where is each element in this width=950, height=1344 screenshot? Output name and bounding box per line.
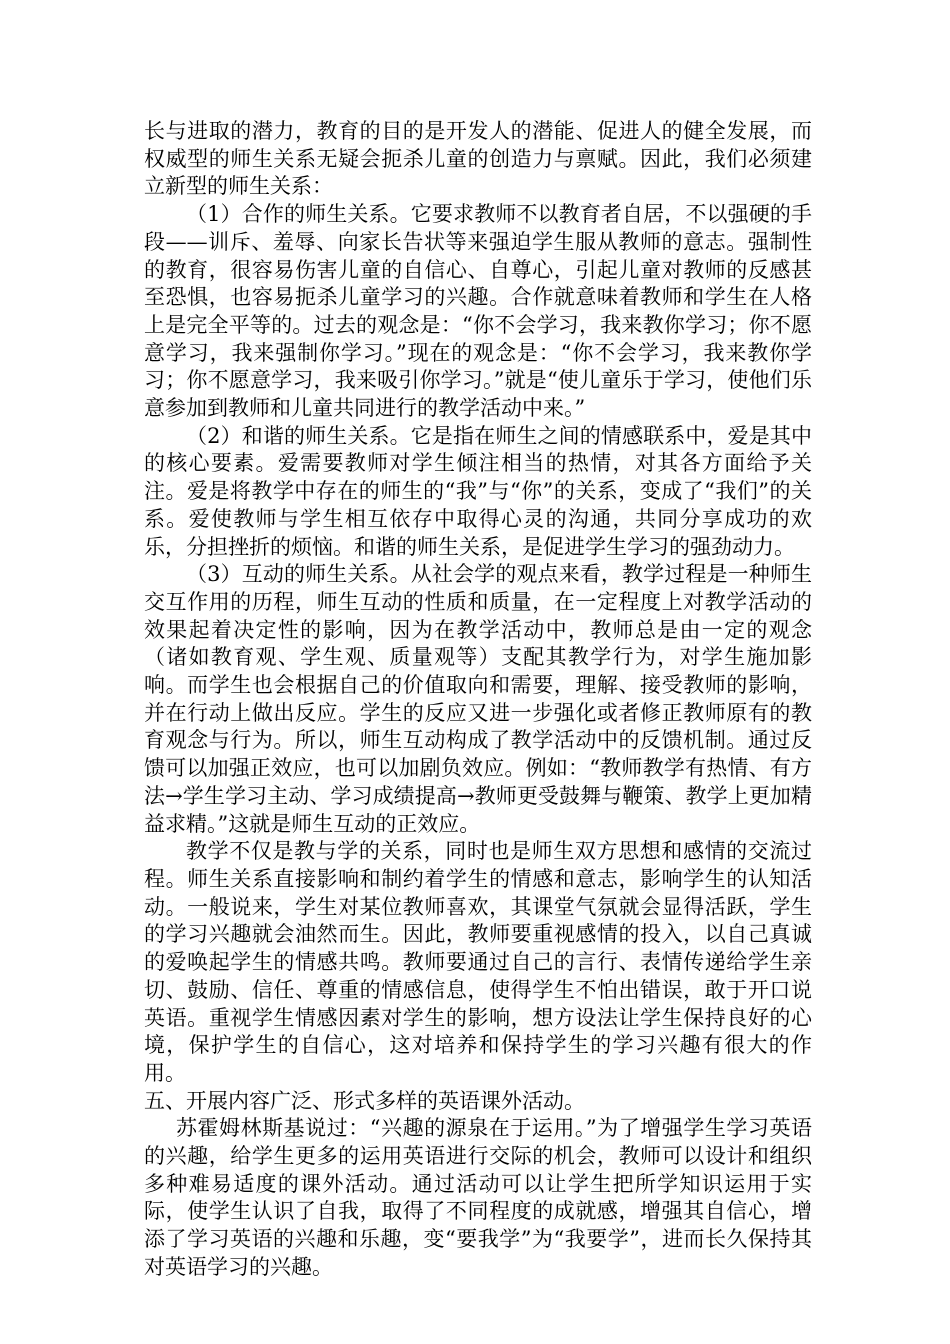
section-heading-five: 五、开展内容广泛、形式多样的英语课外活动。 (144, 1088, 585, 1113)
paragraph-intro: 长与进取的潜力，教育的目的是开发人的潜能、促进人的健全发展，而权威型的师生关系无疑会扼杀儿童的创造力与禀赋。因此，我们必须建立新型的师生关系： (144, 119, 812, 199)
document-page (144, 118, 812, 1282)
paragraph-harmonious-relationship: （2）和谐的师生关系。它是指在师生之间的情感联系中，爱是其中的核心要素。爱需要教师对学生倾注相当的热情，对其各方面给予关注。爱是将教学中存在的师生的“我”与“你”的关系，变成了“我们”的关系。爱使教师与学生相互依存中取得心灵的沟通，共同分享成功的欢乐，分担挫折的烦恼。和谐的师生关系，是促进学生学习的强劲动力。 (144, 423, 812, 559)
paragraph-cooperative-relationship: （1）合作的师生关系。它要求教师不以教育者自居，不以强硬的手段——训斥、羞辱、向家长告状等来强迫学生服从教师的意志。强制性的教育，很容易伤害儿童的自信心、自尊心，引起儿童对教师的反感甚至恐惧，也容易扼杀儿童学习的兴趣。合作就意味着教师和学生在人格上是完全平等的。过去的观念是：“你不会学习，我来教你学习；你不愿意学习，我来强制你学习。”现在的观念是：“你不会学习，我来教你学习；你不愿意学习，我来吸引你学习。”就是“使儿童乐于学习，使他们乐意参加到教师和儿童共同进行的教学活动中来。” (144, 202, 812, 421)
paragraph-emotional-exchange: 教学不仅是教与学的关系，同时也是师生双方思想和感情的交流过程。师生关系直接影响和制约着学生的情感和意志，影响学生的认知活动。一般说来，学生对某位教师喜欢，其课堂气氛就会显得活跃，学生的学习兴趣就会油然而生。因此，教师要重视感情的投入，以自己真诚的爱唤起学生的情感共鸣。教师要通过自己的言行、表情传递给学生亲切、鼓励、信任、尊重的情感信息，使得学生不怕出错误，敢于开口说英语。重视学生情感因素对学生的影响，想方设法让学生保持良好的心境，保护学生的自信心，这对培养和保持学生的学习兴趣有很大的作用。 (144, 839, 812, 1085)
paragraph-interactive-relationship: （3）互动的师生关系。从社会学的观点来看，教学过程是一种师生交互作用的历程，师生互动的性质和质量，在一定程度上对教学活动的效果起着决定性的影响，因为在教学活动中，教师总是由一定的观念（诸如教育观、学生观、质量观等）支配其教学行为，对学生施加影响。而学生也会根据自己的价值取向和需要，理解、接受教师的影响，并在行动上做出反应。学生的反应又进一步强化或者修正教师原有的教育观念与行为。所以，师生互动构成了教学活动中的反馈机制。通过反馈可以加强正效应，也可以加剧负效应。例如：“教师教学有热情、有方法→学生学习主动、学习成绩提高→教师更受鼓舞与鞭策、教学上更加精益求精。”这就是师生互动的正效应。 (144, 562, 812, 836)
paragraph-extracurricular: 苏霍姆林斯基说过：“兴趣的源泉在于运用。”为了增强学生学习英语的兴趣，给学生更多的运用英语进行交际的机会，教师可以设计和组织多种难易适度的课外活动。通过活动可以让学生把所学知识运用于实际，使学生认识了自我，取得了不同程度的成就感，增强其自信心，增添了学习英语的兴趣和乐趣，变“要我学”为“我要学”，进而长久保持其对英语学习的兴趣。 (144, 1116, 812, 1279)
